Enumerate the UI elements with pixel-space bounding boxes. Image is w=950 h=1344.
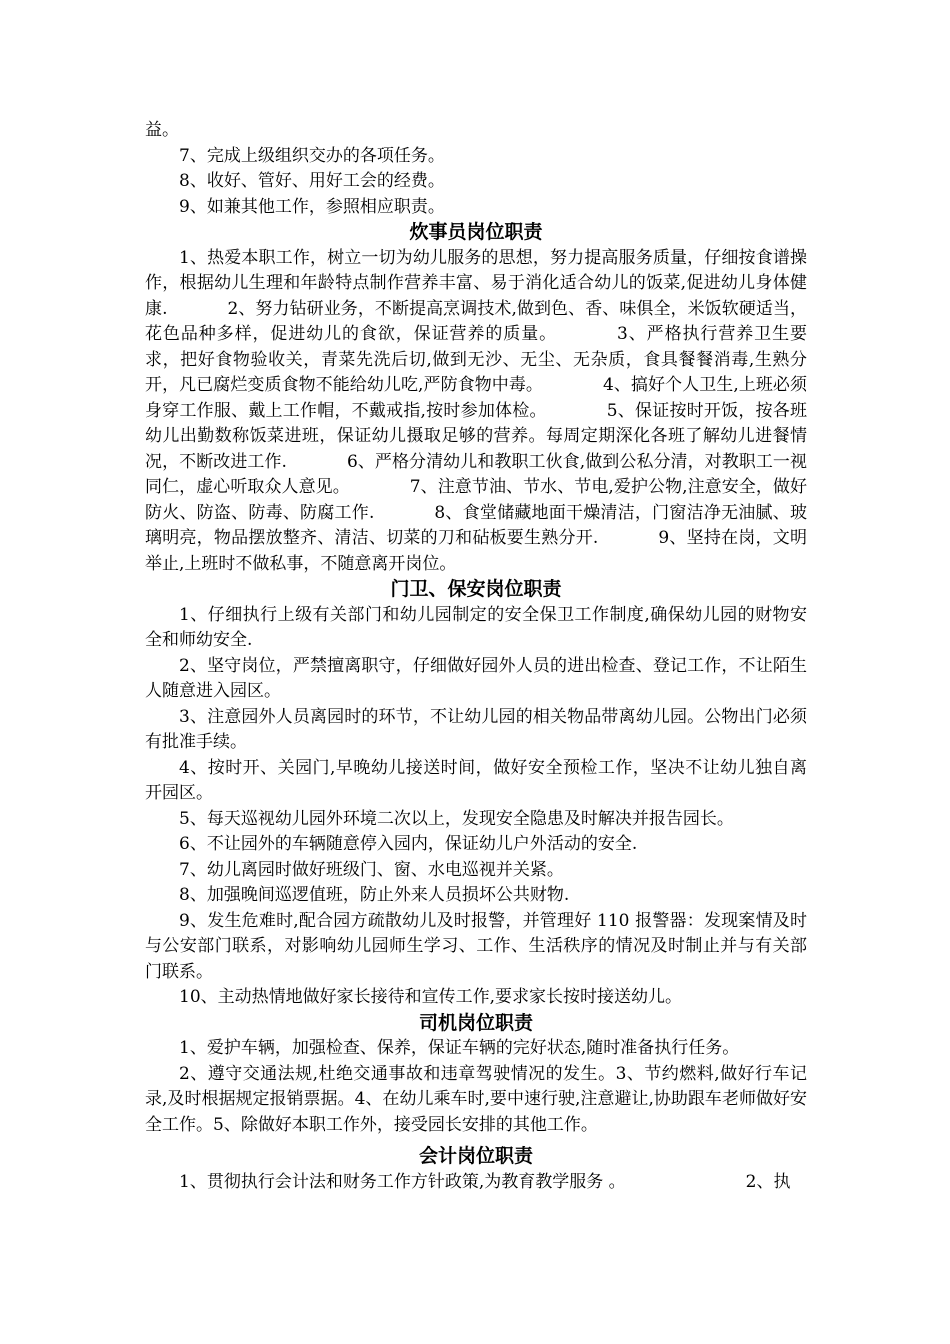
guard-item: 7、幼儿离园时做好班级门、窗、水电巡视并关紧。 (179, 859, 564, 880)
cook-item: 2、努力钻研业务，不断提高烹调技术,做到色、香、味俱全，米饭软硬适当，花色品种多样，促进幼儿的食欲，保证营养的质量。 (145, 298, 808, 344)
accountant-duties-paragraph (145, 1170, 807, 1196)
cook-item: 9、坚持在岗，文明举止,上班时不做私事，不随意离开岗位。 (145, 528, 807, 574)
driver-duties-paragraph (145, 1062, 807, 1139)
guard-item: 3、注意园外人员离园时的环节，不让幼儿园的相关物品带离幼儿园。公物出门必须有批准手续。 (145, 706, 807, 752)
driver-item: 2、遵守交通法规,杜绝交通事故和违章驾驶情况的发生。 (179, 1063, 616, 1084)
section-title-accountant: 会计岗位职责 (418, 1145, 533, 1167)
section-title-driver: 司机岗位职责 (418, 1011, 533, 1034)
driver-item: 5、除做好本职工作外，接受园长安排的其他工作。 (213, 1114, 598, 1135)
cook-item: 5、保证按时开饭，按各班幼儿出勤数称饭菜进班，保证幼儿摄取足够的营养。每周定期深化各班了解幼儿进餐情况，不断改进工作. (145, 400, 807, 472)
cook-item: 6、严格分清幼儿和教职工伙食,做到公私分清，对教职工一视同仁，虚心听取众人意见。 (145, 451, 808, 497)
guard-item: 8、加强晚间巡逻值班，防止外来人员损坏公共财物. (179, 885, 570, 905)
document-page (145, 118, 807, 1195)
guard-item: 9、发生危难时,配合园方疏散幼儿及时报警，并管理好 110 报警器：发现案情及时与公安部门联系，对影响幼儿园师生学习、工作、生活秩序的情况及时制止并与有关部门联系。 (145, 910, 807, 982)
cook-item: 8、食堂储藏地面干燥清洁，门窗洁净无油腻、玻璃明亮，物品摆放整齐、清洁、切菜的刀和砧板要生熟分开. (145, 502, 807, 548)
intro-item-8: 8、收好、管好、用好工会的经费。 (179, 171, 445, 191)
guard-item: 1、仔细执行上级有关部门和幼儿园制定的安全保卫工作制度,确保幼儿园的财物安全和师幼安全. (145, 604, 807, 650)
cook-item: 4、搞好个人卫生,上班必须身穿工作服、戴上工作帽，不戴戒指,按时参加体检。 (145, 375, 807, 421)
intro-continuation: 益。 (145, 120, 179, 140)
guard-item: 2、坚守岗位，严禁擅离职守，仔细做好园外人员的进出检查、登记工作，不让陌生人随意进入园区。 (145, 655, 807, 701)
driver-item: 3、节约燃料,做好行车记录,及时根据规定报销票据。 (145, 1063, 807, 1109)
cook-item: 7、注意节油、节水、节电,爱护公物,注意安全，做好防火、防盗、防毒、防腐工作. (145, 477, 808, 523)
intro-item-9: 9、如兼其他工作，参照相应职责。 (179, 196, 445, 217)
guard-item: 6、不让园外的车辆随意停入园内，保证幼儿户外活动的安全. (179, 834, 638, 854)
driver-item: 4、在幼儿乘车时,要中速行驶,注意避让,协助跟车老师做好安全工作。 (145, 1089, 808, 1135)
guard-item: 4、按时开、关园门,早晚幼儿接送时间，做好安全预检工作，坚决不让幼儿独自离开园区。 (145, 757, 807, 803)
section-title-cook: 炊事员岗位职责 (409, 221, 543, 243)
guard-item: 10、主动热情地做好家长接待和宣传工作,要求家长按时接送幼儿。 (179, 987, 683, 1007)
cook-item: 1、热爱本职工作，树立一切为幼儿服务的思想，努力提高服务质量，仔细按食谱操作，根据幼儿生理和年龄特点制作营养丰富、易于消化适合幼儿的饭菜,促进幼儿身体健康. (145, 247, 807, 319)
driver-item: 1、爱护车辆，加强检查、保养，保证车辆的完好状态,随时准备执行任务。 (179, 1038, 740, 1058)
intro-item-7: 7、完成上级组织交办的各项任务。 (179, 145, 445, 166)
accountant-item: 2、执 (745, 1171, 791, 1192)
section-title-guard: 门卫、保安岗位职责 (390, 578, 562, 600)
guard-item: 5、每天巡视幼儿园外环境二次以上，发现安全隐患及时解决并报告园长。 (179, 808, 734, 829)
cook-item: 3、严格执行营养卫生要求，把好食物验收关，青菜先洗后切,做到无沙、无尘、无杂质，食具餐餐消毒,生熟分开，凡已腐烂变质食物不能给幼儿吃,严防食物中毒。 (145, 324, 807, 395)
accountant-item: 1、贯彻执行会计法和财务工作方针政策,为教育教学服务 。 (179, 1171, 626, 1192)
cook-duties-paragraph (145, 246, 807, 578)
